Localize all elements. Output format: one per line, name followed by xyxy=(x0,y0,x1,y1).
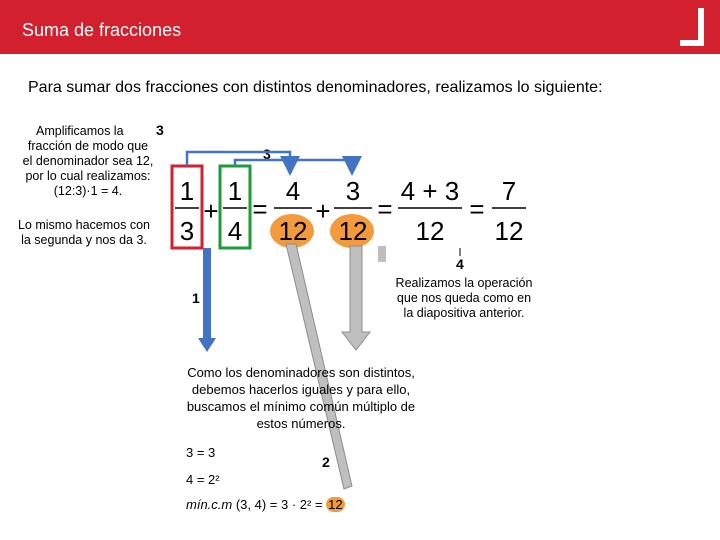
step-marker-1: 1 xyxy=(192,290,200,306)
middle-line-3: buscamos el mínimo común múltiplo de xyxy=(186,399,416,414)
fraction-1-numerator: 1 xyxy=(179,176,195,206)
fraction-6-denominator: 12 xyxy=(494,216,524,246)
right-explanation xyxy=(376,276,552,321)
arrow-top-green xyxy=(235,160,352,166)
fraction-5-denominator: 12 xyxy=(415,216,445,246)
fraction-4-numerator: 3 xyxy=(345,176,361,206)
fraction-2-numerator: 1 xyxy=(227,176,243,206)
formula-mcm xyxy=(186,497,345,512)
middle-line-1: Como los denominadores son distintos, xyxy=(187,365,415,380)
arrow-down-1 xyxy=(198,248,216,352)
left-line-2: fracción de modo que xyxy=(27,139,149,153)
middle-line-2: debemos hacerlos iguales y para ello, xyxy=(191,382,411,397)
equals-sign-1: = xyxy=(252,194,268,224)
formula-four: 4 = 2² xyxy=(186,472,220,487)
page-title: Suma de fracciones xyxy=(22,20,182,40)
arrow-grey-step-4 xyxy=(342,246,370,350)
left-line-3: el denominador sea 12, xyxy=(22,154,154,168)
formula-three: 3 = 3 xyxy=(186,445,216,460)
equals-sign-3: = xyxy=(469,194,485,224)
step-marker-3-top: 3 xyxy=(263,146,271,162)
arrow-grey-to-result xyxy=(378,246,386,262)
fraction-3-denominator: 12 xyxy=(278,216,308,246)
plus-sign-1: + xyxy=(203,196,219,226)
middle-explanation xyxy=(172,364,430,432)
equals-sign-2: = xyxy=(377,194,393,224)
left-second-line-1: Lo mismo hacemos con xyxy=(17,218,150,232)
mcm-label: mín.c.m xyxy=(186,497,233,512)
step-marker-3-left: 3 xyxy=(156,122,164,138)
left-second-line-2: la segunda y nos da 3. xyxy=(21,233,147,247)
fraction-6-numerator: 7 xyxy=(501,176,517,206)
mcm-expression: (3, 4) = 3 · 2² = xyxy=(232,497,327,512)
plus-sign-2: + xyxy=(315,196,331,226)
fraction-5-numerator: 4 + 3 xyxy=(400,176,460,206)
fraction-4-denominator: 12 xyxy=(338,216,368,246)
right-line-2: que nos queda como en xyxy=(396,291,532,305)
step-marker-2: 2 xyxy=(322,454,330,470)
intro-text: Para sumar dos fracciones con distintos denominadores, realizamos lo siguiente: xyxy=(28,79,603,96)
fraction-3-numerator: 4 xyxy=(285,176,301,206)
left-line-1: Amplificamos la xyxy=(36,124,124,138)
right-line-3: la diapositiva anterior. xyxy=(403,306,525,320)
fraction-1-denominator: 3 xyxy=(179,216,195,246)
step-marker-4: 4 xyxy=(456,256,464,272)
mcm-result: 12 xyxy=(328,497,343,512)
left-line-4: por lo cual realizamos: xyxy=(25,169,151,183)
right-line-1: Realizamos la operación xyxy=(395,276,533,290)
fraction-2-denominator: 4 xyxy=(227,216,243,246)
middle-line-4: estos números. xyxy=(256,416,346,431)
left-line-5: (12:3)·1 = 4. xyxy=(53,184,123,198)
